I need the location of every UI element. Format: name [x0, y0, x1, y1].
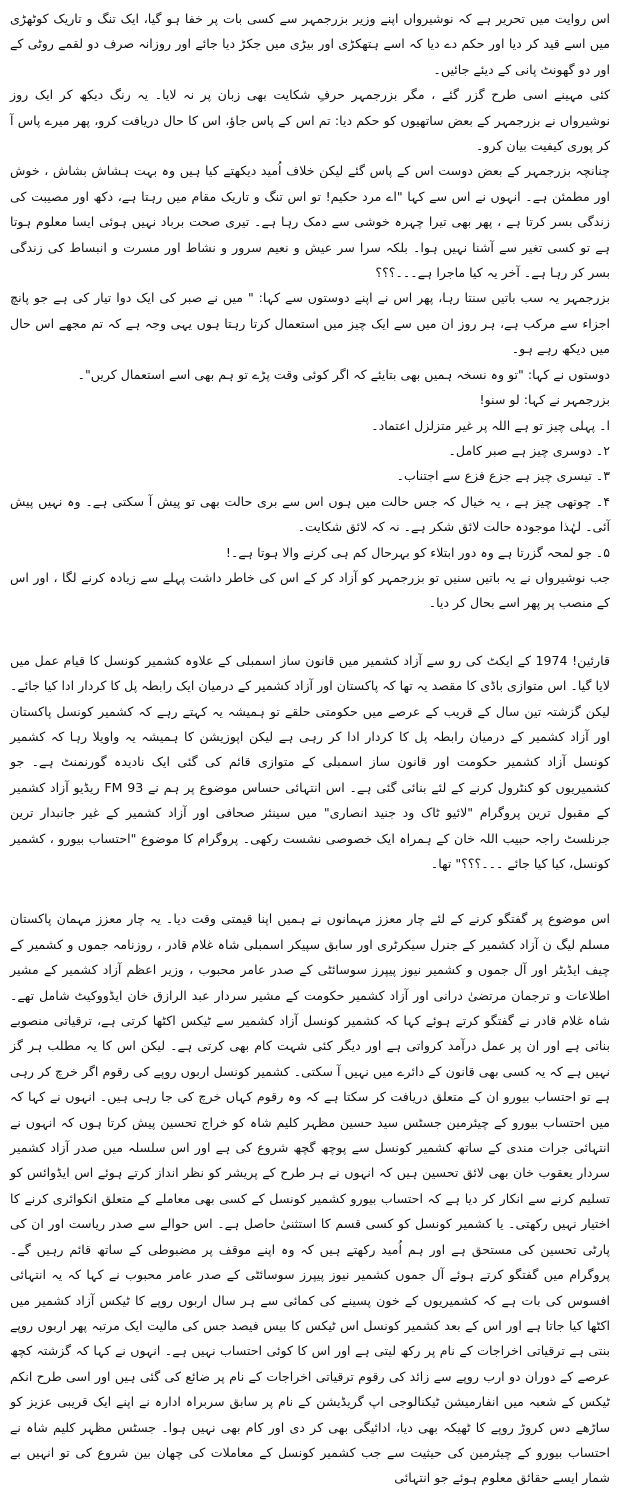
list-item: ۵۔ جو لمحہ گزرتا ہے وہ دور ابتلاء کو بہرحال کم ہی کرنے والا ہوتا ہے۔!	[225, 544, 610, 560]
story-paragraph: کئی مہینے اسی طرح گزر گئے ، مگر بزرجمہر حرفِ شکایت بھی زبان پر نہ لایا۔ یہ رنگ دیکھ کر ایک روز نوشیرواں نے بزرجمہر کے بعض ساتھیوں کو حکم دیا: تم اس کے پاس جاؤ، اس کا حال دریافت کرو، پھر میرے پاس آ کر پوری کیفیت بیان کرو۔	[10, 87, 610, 154]
story-paragraph: بزرجمہر نے کہا: لو سنو!	[479, 392, 610, 408]
list-item: ۴۔ چوتھی چیز ہے ، یہ خیال کہ جس حالت میں ہوں اس سے بری حالت بھی تو پیش آ سکتی ہے۔ وہ نہیں پیش آئی۔ لہٰذا موجودہ حالت لائق شکر ہے۔ نہ کہ لائق شکایت۔	[10, 493, 610, 535]
story-paragraph: چنانچہ بزرجمہر کے بعض دوست اس کے پاس گئے لیکن خلاف اُمید دیکھتے کیا ہیں وہ بہت ہشاش بشاش ، خوش اور مطمئن ہے۔ انہوں نے اس سے کہا "اے مرد حکیم! تو اس تنگ و تاریک مقام میں رہتا ہے، دکھ اور مصیبت کی زندگی بسر کرتا ہے ، پھر بھی تیرا چہرہ خوشی سے دمک رہا ہے۔ تیری صحت برباد نہیں ہوئی ایسا معلوم ہوتا ہے تو کسی تغیر سے آشنا نہیں ہوا۔ بلکہ سرا سر عیش و نعیم سرور و نشاط اور مسرت و انبساط کی زندگی بسر کر رہا ہے۔ آخر یہ کیا ماجرا ہے۔۔۔؟؟؟	[10, 163, 610, 281]
story-paragraph: جب نوشیرواں نے یہ باتیں سنیں تو بزرجمہر کو آزاد کر کے اس کی خاطر داشت پہلے سے زیادہ کرنے لگا ، اور اس کے منصب پر پھر اسے بحال کر دیا۔	[10, 569, 610, 611]
intro-paragraph: قارئین! 1974 کے ایکٹ کی رو سے آزاد کشمیر میں قانون ساز اسمبلی کے علاوہ کشمیر کونسل کا قیام عمل میں لایا گیا۔ اس متوازی باڈی کا مقصد یہ تھا کہ پاکستان اور آزاد کشمیر کے درمیان ایک رابطہ پل کا کردار ادا کیا جائے۔ لیکن گزشتہ تین سال کے قریب کے عرصے میں حکومتی حلقے تو ہمیشہ یہ کہتے رہے کہ کشمیر کونسل پاکستان اور آزاد کشمیر کے درمیان رابطہ پل کا کردار ادا کر رہی ہے لیکن اپوزیشن کا ہمیشہ یہ واویلا رہا کہ کشمیر کونسل آزاد کشمیر حکومت اور قانون ساز اسمبلی کے متوازی قائم کی گئی ایک نادیدہ گورنمنٹ ہے۔ جو کشمیریوں کو کنٹرول کرنے کے لئے بنائی گئی ہے۔ اس انتہائی حساس موضوع پر ہم نے FM 93 ریڈیو آزاد کشمیر کے مقبول ترین پروگرام "لائیو ٹاک ود جنید انصاری" میں سینئر صحافی اور آزاد کشمیر کے غیر جانبدار ترین جرنلسٹ راجہ حبیب اللہ خان کے ہمراہ ایک خصوصی نشست رکھی۔ پروگرام کا موضوع "احتساب بیورو ، کشمیر کونسل، کیا کیا جائے ۔۔۔؟؟؟" تھا۔	[10, 652, 611, 871]
list-item: ا۔ پہلی چیز تو ہے اللہ پر غیر متزلزل اعتماد۔	[371, 417, 610, 433]
section-divider	[10, 616, 610, 648]
list-item: ۳۔ تیسری چیز ہے جزع فزع سے اجتناب۔	[396, 468, 610, 484]
section-divider	[10, 876, 610, 906]
story-paragraph: اس روایت میں تحریر ہے کہ نوشیرواں اپنے وزیر بزرجمہر سے کسی بات پر خفا ہو گیا، ایک تنگ و تاریک کوٹھڑی میں اسے قید کر دیا اور حکم دے دیا کہ اسے ہتھکڑی اور بیڑی میں جکڑ دیا جائے اور روزانہ صرف دو لقمے روٹی کے اور دو گھونٹ پانی کے دیئے جائیں۔	[10, 11, 610, 77]
discussion-paragraph: اس موضوع پر گفتگو کرنے کے لئے چار معزز مہمانوں نے ہمیں اپنا قیمتی وقت دیا۔ یہ چار معزز مہمان پاکستان مسلم لیگ ن آزاد کشمیر کے جنرل سیکرٹری اور سابق سپیکر اسمبلی شاہ غلام قادر ، روزنامہ جموں و کشمیر کے چیف ایڈیٹر اور آل جموں و کشمیر نیوز پیپرز سوسائٹی کے صدر عامر محبوب ، وزیر اعظم آزاد کشمیر کے مشیر اطلاعات و ترجمان مرتضیٰ درانی اور آزاد کشمیر حکومت کے مشیر سردار عبد الرازق خان ایڈووکیٹ شامل تھے۔ شاہ غلام قادر نے گفتگو کرتے ہوئے کہا کہ کشمیر کونسل آزاد کشمیر سے ٹیکس اکٹھا کرتی ہے، ترقیاتی منصوبے بناتی ہے اور ان پر عمل درآمد کرواتی ہے اور دیگر کئی شہت کام بھی کرتی ہے۔ لیکن اس کا یہ مطلب ہر گز نہیں ہے کہ یہ کسی بھی قانون کے دائرے میں نہیں آ سکتی۔ کشمیر کونسل اربوں روپے کی رقوم اگر خرچ کر رہی ہے تو احتساب بیورو ان کے متعلق دریافت کر سکتا ہے کہ وہ رقوم کہاں خرچ کی جا رہی ہیں۔ انہوں نے کہا کہ میں احتساب بیورو کے چیئرمین جسٹس سید حسین مظہر کلیم شاہ کو خراج تحسین پیش کرتا ہوں کہ انہوں نے انتہائی جرات مندی کے ساتھ کشمیر کونسل سے پوچھ گچھ شروع کی ہے اور اس سلسلہ میں صدر آزاد کشمیر سردار یعقوب خان بھی لائق تحسین ہیں کہ انہوں نے ہر طرح کے پریشر کو نظر انداز کرتے ہوئے اس ایڈوائس کو تسلیم کرنے سے انکار کر دیا ہے کہ احتساب بیورو کشمیر کونسل کے کسی بھی معاملے کے متعلق انکوائری کرنے کا اختیار نہیں رکھتی۔ یا کشمیر کونسل کو کسی قسم کا استثنیٰ حاصل ہے۔ اس حوالے سے صدر ریاست اور ان کی پارٹی تحسین کی مستحق ہے اور ہم اُمید رکھتے ہیں کہ وہ اپنے موقف پر مضبوطی کے ساتھ قائم رہیں گے۔ پروگرام میں گفتگو کرتے ہوئے آل جموں کشمیر نیوز پیپرز سوسائٹی کے صدر عامر محبوب نے کہا کہ یہ انتہائی افسوس کی بات ہے کہ کشمیریوں کے خون پسینے کی کمائی سے ہر سال اربوں روپے کا ٹیکس آزاد کشمیر میں اکٹھا کیا جاتا ہے اور اس کے بعد کشمیر کونسل اس ٹیکس کا بیس فیصد جس کی مالیت ایک مرتبہ پھر اربوں روپے بنتی ہے ترقیاتی اخراجات کے نام پر رکھ لیتی ہے اور اس کا کوئی احتساب نہیں ہے۔ انہوں نے کہا کہ گزشتہ کچھ عرصے کے دوران دو ارب روپے سے زائد کی رقوم ترقیاتی اخراجات کے نام پر ضائع کی گئی ہیں اور اسی طرح انکم ٹیکس کے شعبہ میں انفارمیشن ٹیکنالوجی اپ گریڈیشن کے نام پر سابق سربراہ ادارہ نے اپنے ایک قریبی عزیز کو ساڑھے دس کروڑ روپے کا ٹھیکہ بھی دیا، ادائیگی بھی کر دی اور کام بھی نہیں ہوا۔ جسٹس مظہر کلیم شاہ نے احتساب بیورو کے چیئرمین کی حیثیت سے جب کشمیر کونسل کے معاملات کی چھان بین شروع کی تو انہیں بے شمار ایسے حقائق معلوم ہوئے جو انتہائی	[10, 911, 610, 1486]
list-item: ۲۔ دوسری چیز ہے صبر کامل۔	[448, 442, 610, 458]
story-section	[10, 6, 610, 616]
story-paragraph: بزرجمہر یہ سب باتیں سنتا رہا، پھر اس نے اپنے دوستوں سے کہا: " میں نے صبر کی ایک دوا تیار کی ہے جو پانچ اجزاء سے مرکب ہے، ہر روز ان میں سے ایک چیز میں استعمال کرتا رہتا ہوں یہی وجہ ہے کہ تم مجھے اس حال میں دیکھ رہے ہو۔	[10, 290, 610, 357]
story-paragraph: دوستوں نے کہا: "تو وہ نسخہ ہمیں بھی بتایئے کہ اگر کوئی وقت پڑے تو ہم بھی اسے استعمال کریں"۔	[77, 366, 610, 382]
